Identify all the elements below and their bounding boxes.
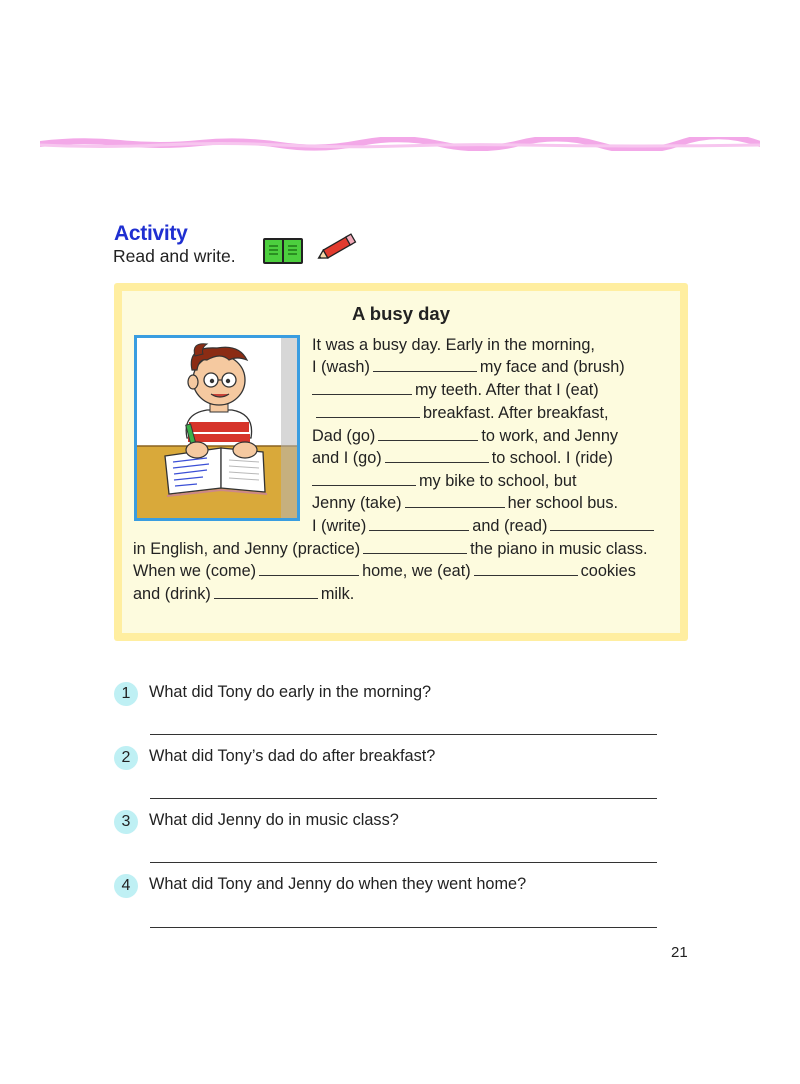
boy-writing-illustration bbox=[134, 335, 300, 521]
story-text: Jenny (take) bbox=[312, 494, 402, 512]
pencil-icon bbox=[314, 232, 360, 264]
story-line-11 bbox=[133, 560, 636, 582]
story-line-5 bbox=[312, 425, 618, 447]
decorative-pink-stripe bbox=[40, 137, 760, 151]
story-text: breakfast. After breakfast, bbox=[423, 404, 609, 422]
story-line-6 bbox=[312, 447, 613, 469]
story-text: cookies bbox=[580, 562, 636, 580]
activity-instruction: Read and write. bbox=[113, 246, 236, 266]
fill-in-blank[interactable] bbox=[369, 515, 469, 531]
answer-line-4[interactable] bbox=[150, 927, 657, 928]
story-text: my teeth. After that I (eat) bbox=[415, 381, 599, 399]
story-text: When we (come) bbox=[133, 562, 257, 580]
fill-in-blank[interactable] bbox=[385, 447, 489, 463]
fill-in-blank[interactable] bbox=[312, 470, 416, 486]
story-line-4 bbox=[316, 402, 609, 424]
story-text: I (write) bbox=[312, 517, 367, 535]
story-text: It was a busy day. Early in the morning, bbox=[312, 336, 595, 354]
question-text: What did Jenny do in music class? bbox=[149, 811, 399, 829]
story-frame bbox=[114, 283, 688, 641]
story-line-8 bbox=[312, 492, 618, 514]
question-number: 3 bbox=[114, 810, 138, 834]
story-line-1 bbox=[312, 334, 595, 356]
story-text: milk. bbox=[320, 585, 355, 603]
story-text: Dad (go) bbox=[312, 427, 376, 445]
story-line-12 bbox=[133, 583, 354, 605]
story-line-10 bbox=[133, 538, 648, 560]
fill-in-blank[interactable] bbox=[550, 515, 654, 531]
story-text: in English, and Jenny (practice) bbox=[133, 540, 361, 558]
story-line-2 bbox=[312, 356, 625, 378]
answer-line-2[interactable] bbox=[150, 798, 657, 799]
story-text: my bike to school, but bbox=[419, 472, 577, 490]
story-text: to school. I (ride) bbox=[491, 449, 613, 467]
story-text: to work, and Jenny bbox=[481, 427, 619, 445]
story-line-3 bbox=[312, 379, 599, 401]
activity-title: Activity bbox=[114, 222, 188, 245]
answer-line-1[interactable] bbox=[150, 734, 657, 735]
fill-in-blank[interactable] bbox=[316, 402, 420, 418]
fill-in-blank[interactable] bbox=[259, 560, 359, 576]
question-number: 1 bbox=[114, 682, 138, 706]
story-text: I (wash) bbox=[312, 358, 370, 376]
fill-in-blank[interactable] bbox=[312, 379, 412, 395]
story-text: and (drink) bbox=[133, 585, 211, 603]
story-title: A busy day bbox=[351, 303, 450, 324]
answer-line-3[interactable] bbox=[150, 862, 657, 863]
fill-in-blank[interactable] bbox=[405, 492, 505, 508]
fill-in-blank[interactable] bbox=[373, 356, 477, 372]
story-text: her school bus. bbox=[507, 494, 619, 512]
story-text: my face and (brush) bbox=[479, 358, 625, 376]
story-text: and I (go) bbox=[312, 449, 382, 467]
fill-in-blank[interactable] bbox=[363, 538, 467, 554]
book-icon bbox=[262, 236, 304, 266]
question-number: 4 bbox=[114, 874, 138, 898]
story-text: and (read) bbox=[472, 517, 548, 535]
story-text: the piano in music class. bbox=[470, 540, 648, 558]
question-text: What did Tony and Jenny do when they went home? bbox=[149, 875, 527, 893]
question-text: What did Tony’s dad do after breakfast? bbox=[149, 747, 436, 765]
question-text: What did Tony do early in the morning? bbox=[149, 683, 432, 701]
fill-in-blank[interactable] bbox=[474, 560, 578, 576]
story-box bbox=[122, 291, 680, 633]
story-text: home, we (eat) bbox=[362, 562, 471, 580]
story-line-9 bbox=[312, 515, 657, 537]
fill-in-blank[interactable] bbox=[214, 583, 318, 599]
fill-in-blank[interactable] bbox=[378, 425, 478, 441]
question-number: 2 bbox=[114, 746, 138, 770]
page-number: 21 bbox=[671, 944, 688, 961]
story-line-7 bbox=[312, 470, 576, 492]
